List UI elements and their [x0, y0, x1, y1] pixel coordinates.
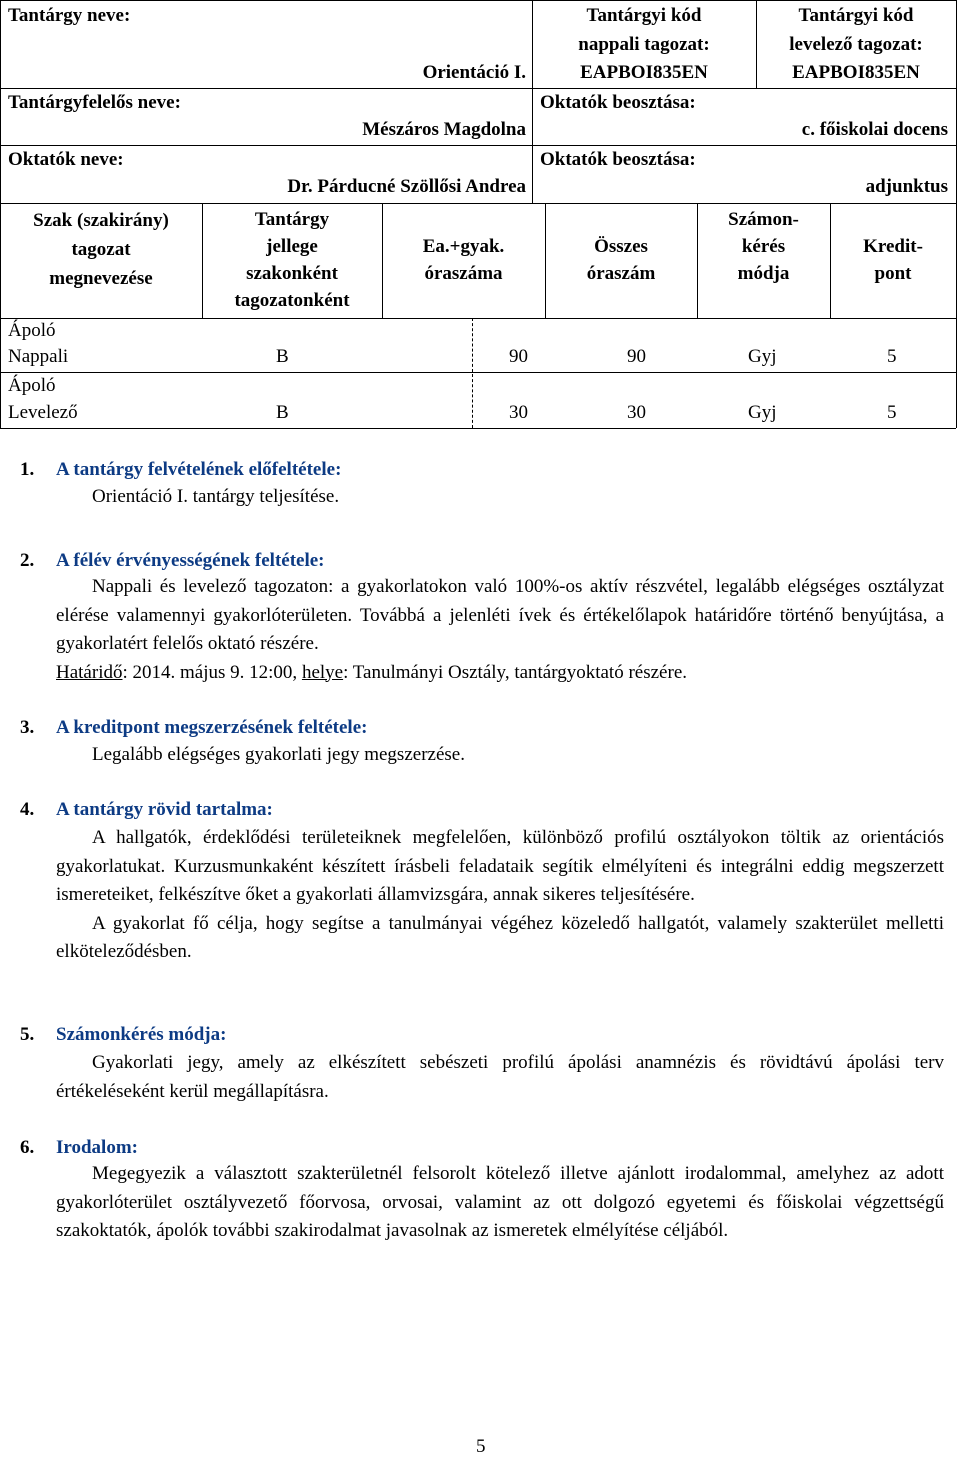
- cell-major: Nappali: [8, 346, 69, 367]
- cell-type: B: [276, 402, 289, 423]
- section-text: Megegyezik a választott szakterületnél felsorolt kötelező illetve ajánlott irodalommal, amelyhez az adott gyakorlóterület osztályvezető főorvosa, orvosai, valamint az ott dolgozó egyetemi és főiskolai végzettségű szakoktatók, ápolók további szakirodalmat javasolnak az ismeretek elmélyítése céljából.: [56, 1163, 944, 1241]
- section-text: Nappali és levelező tagozaton: a gyakorlatokon való 100%-os aktív részvétel, legalább elégséges osztályzat elérése valamennyi gyakorlóterületen. Továbbá a jelenléti ívek és értékelőlapok határidőre történő benyújtása, a gyakorlatért felelős oktató részére. Határidő: 2014. május 9. 12:00, helye: Tanulmányi Osztály, tantárgyoktató részére.: [56, 576, 944, 683]
- section-number: 4.: [20, 799, 35, 820]
- code-corr: EAPBOI835EN: [792, 62, 920, 83]
- section-title: A tantárgy rövid tartalma:: [56, 799, 273, 820]
- code-day: EAPBOI835EN: [580, 62, 708, 83]
- col-header-total: Összes óraszám: [586, 236, 656, 284]
- assignment-label: Oktatók beosztása:: [540, 92, 696, 113]
- divider: [532, 0, 533, 203]
- divider: [0, 318, 956, 319]
- code-corr-label-2: levelező tagozat:: [789, 34, 923, 55]
- section-title: A tantárgy felvételének előfeltétele:: [56, 459, 342, 480]
- cell-total: 30: [627, 402, 646, 423]
- cell-major: Levelező: [8, 402, 78, 423]
- subject-name: Orientáció I.: [422, 62, 526, 83]
- section-number: 6.: [20, 1137, 35, 1158]
- assignment-value: adjunktus: [865, 176, 948, 197]
- cell-exam: Gyj: [748, 346, 777, 367]
- section-text: Orientáció I. tantárgy teljesítése.: [92, 486, 340, 507]
- teacher-name: Dr. Párducné Szöllősi Andrea: [287, 176, 526, 197]
- cell-major: Ápoló: [8, 320, 56, 341]
- place-label: helye: [301, 661, 344, 683]
- cell-hours: 30: [509, 402, 528, 423]
- assignment-label: Oktatók beosztása:: [540, 149, 696, 170]
- table-border-top: [0, 0, 956, 1]
- cell-credit: 5: [887, 346, 897, 367]
- divider: [0, 203, 956, 204]
- cell-major: Ápoló: [8, 375, 56, 396]
- section-text: Gyakorlati jegy, amely az elkészített sebészeti profilú ápolási anamnézis és rövidtávú ápolási terv értékeléseként kerül megállapításra.: [56, 1052, 944, 1102]
- col-header-hours: Ea.+gyak. óraszáma: [422, 236, 505, 284]
- divider: [0, 145, 956, 146]
- col-header-major: Szak (szakirány) tagozat megnevezése: [33, 210, 169, 289]
- section-number: 2.: [20, 550, 35, 571]
- section-number: 1.: [20, 459, 35, 480]
- cell-credit: 5: [887, 402, 897, 423]
- divider: [0, 88, 956, 89]
- col-header-exam: Számon- kérés módja: [728, 209, 799, 284]
- code-day-label-2: nappali tagozat:: [578, 34, 710, 55]
- teachers-label: Oktatók neve:: [8, 149, 124, 170]
- section-title: Számonkérés módja:: [56, 1024, 227, 1045]
- section-title: A félév érvényességének feltétele:: [56, 550, 325, 571]
- cell-type: B: [276, 346, 289, 367]
- col-header-type: Tantárgy jellege szakonként tagozatonként: [234, 209, 350, 311]
- section-number: 5.: [20, 1024, 35, 1045]
- deadline-label: Határidő: [56, 661, 123, 683]
- cell-total: 90: [627, 346, 646, 367]
- divider: [0, 372, 956, 373]
- dashed-divider: [472, 318, 473, 428]
- table-border-bottom: [0, 428, 956, 429]
- cell-hours: 90: [509, 346, 528, 367]
- responsible-name: Mészáros Magdolna: [362, 119, 526, 140]
- code-day-label-1: Tantárgyi kód: [586, 5, 702, 26]
- page-number: 5: [476, 1436, 486, 1457]
- code-corr-label-1: Tantárgyi kód: [798, 5, 914, 26]
- responsible-label: Tantárgyfelelős neve:: [8, 92, 181, 113]
- assignment-value: c. főiskolai docens: [801, 119, 948, 140]
- section-number: 3.: [20, 717, 35, 738]
- col-header-credit: Kredit- pont: [863, 236, 923, 284]
- cell-exam: Gyj: [748, 402, 777, 423]
- section-text: A hallgatók, érdeklődési területeiknek megfelelően, különböző profilú osztályokon töltik az orientációs gyakorlatukat. Kurzusmunkaként készített írásbeli feladataik segítik elmélyíteni és integrálni eddig megszerzett ismereteiket, felkészítve őket a gyakorlati államvizsgára, annak sikeres teljesítésére. A gyakorlat fő célja, hogy segítse a tanulmányai végéhez közeledő hallgatót, valamely szakterület melletti elköteleződésben.: [56, 827, 944, 962]
- section-title: Irodalom:: [56, 1137, 138, 1158]
- section-title: A kreditpont megszerzésének feltétele:: [56, 717, 368, 738]
- table-border-right: [956, 0, 957, 428]
- section-text: Legalább elégséges gyakorlati jegy megszerzése.: [92, 744, 465, 765]
- subject-name-label: Tantárgy neve:: [8, 5, 131, 26]
